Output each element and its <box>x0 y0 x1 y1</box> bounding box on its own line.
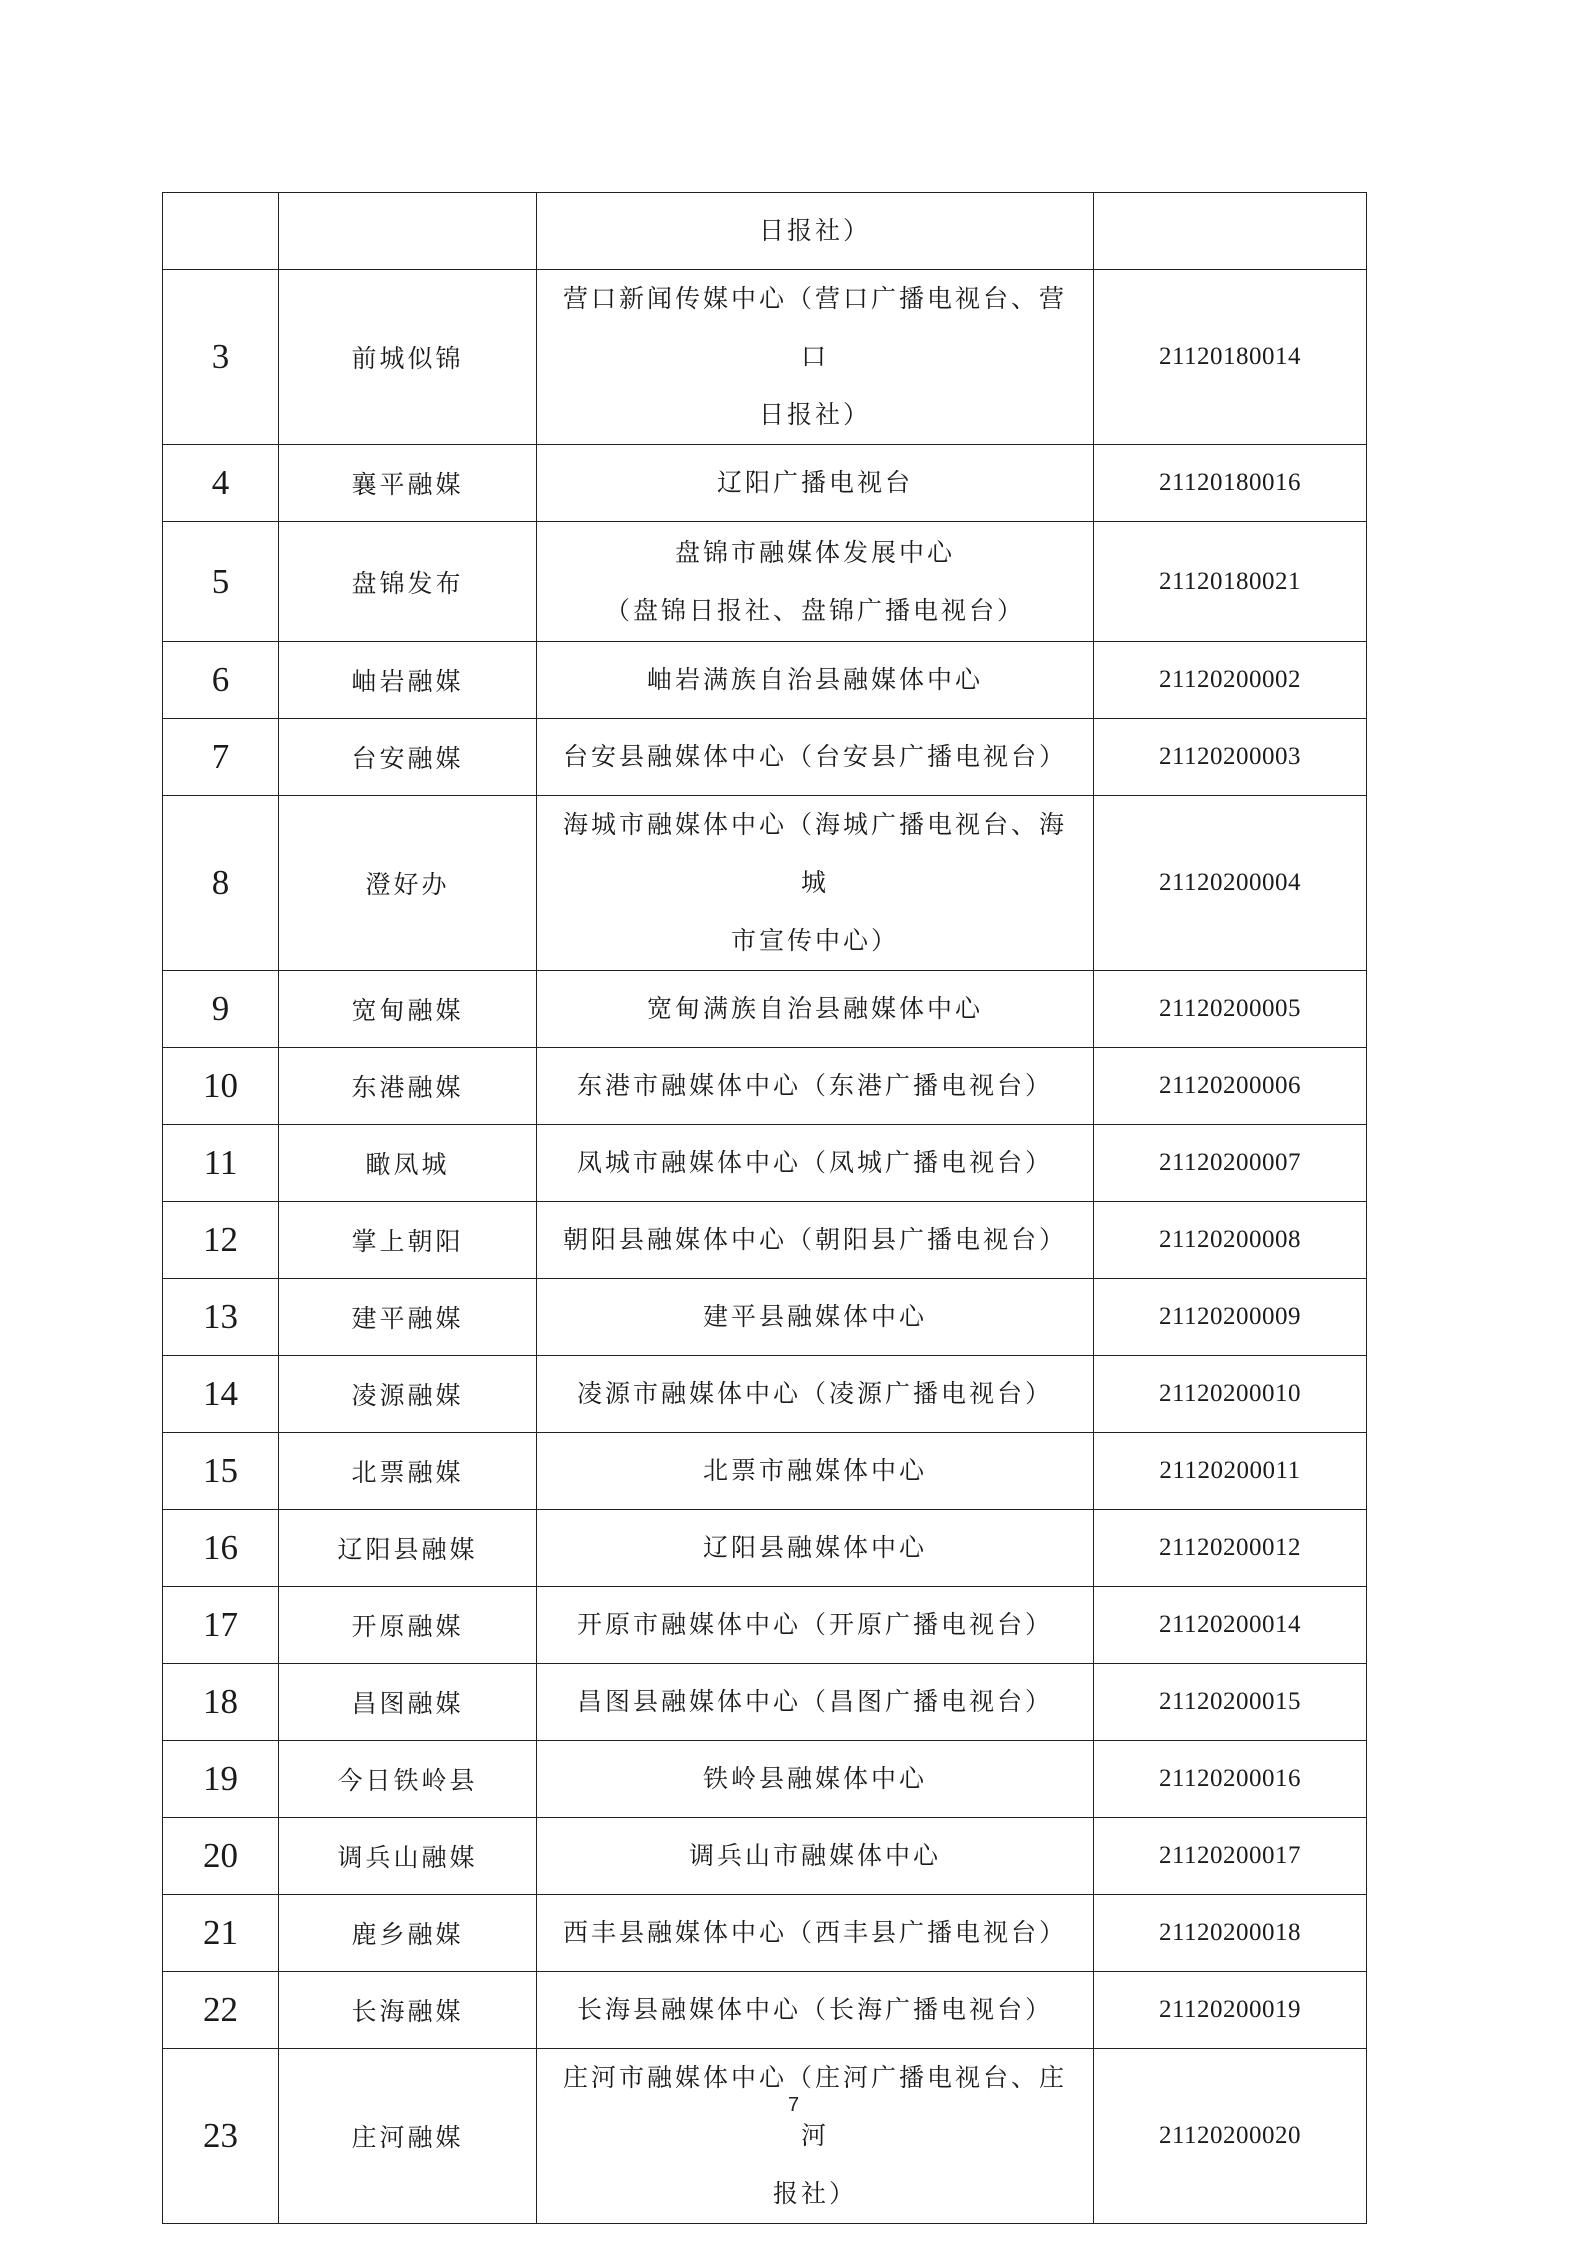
row-index-cell: 20 <box>163 1818 279 1895</box>
organization-line: 市宣传中心） <box>730 926 899 955</box>
organization-line: 建平县融媒体中心 <box>702 1302 927 1331</box>
organization-cell <box>537 1048 1094 1125</box>
organization-line: 日报社） <box>758 216 871 245</box>
account-name-cell <box>279 193 537 270</box>
organization-line: 庄河市融媒体中心（庄河广播电视台、庄河 <box>562 2063 1067 2150</box>
organization-cell <box>537 1818 1094 1895</box>
row-index-cell: 16 <box>163 1510 279 1587</box>
organization-line: 海城市融媒体中心（海城广播电视台、海城 <box>562 810 1067 897</box>
organization-cell <box>537 1895 1094 1972</box>
table-row <box>163 1356 1367 1433</box>
table-row <box>163 2049 1367 2224</box>
account-name-cell: 辽阳县融媒 <box>279 1510 537 1587</box>
organization-cell <box>537 1356 1094 1433</box>
organization-cell <box>537 719 1094 796</box>
organization-cell <box>537 642 1094 719</box>
table-row-continuation <box>163 193 1367 270</box>
row-index-cell: 11 <box>163 1125 279 1202</box>
account-name-cell: 凌源融媒 <box>279 1356 537 1433</box>
registration-code-cell: 21120200017 <box>1094 1818 1367 1895</box>
account-name-cell: 开原融媒 <box>279 1587 537 1664</box>
organization-line: 开原市融媒体中心（开原广播电视台） <box>576 1610 1053 1639</box>
registration-code-cell: 21120200018 <box>1094 1895 1367 1972</box>
media-registry-table <box>162 192 1367 2224</box>
row-index-cell: 12 <box>163 1202 279 1279</box>
organization-line: 北票市融媒体中心 <box>702 1456 927 1485</box>
organization-cell <box>537 1202 1094 1279</box>
organization-line: 盘锦市融媒体发展中心 <box>674 537 955 567</box>
account-name-cell: 岫岩融媒 <box>279 642 537 719</box>
account-name-cell: 东港融媒 <box>279 1048 537 1125</box>
table-row <box>163 1202 1367 1279</box>
organization-cell <box>537 193 1094 270</box>
account-name-cell: 鹿乡融媒 <box>279 1895 537 1972</box>
account-name-cell: 建平融媒 <box>279 1279 537 1356</box>
organization-line: 朝阳县融媒体中心（朝阳县广播电视台） <box>562 1225 1067 1254</box>
row-index-cell: 13 <box>163 1279 279 1356</box>
organization-line: 铁岭县融媒体中心 <box>702 1764 927 1793</box>
organization-line: 西丰县融媒体中心（西丰县广播电视台） <box>562 1918 1067 1947</box>
organization-cell <box>537 1510 1094 1587</box>
organization-line: 报社） <box>772 2179 857 2208</box>
registration-code-cell: 21120200009 <box>1094 1279 1367 1356</box>
row-index-cell: 14 <box>163 1356 279 1433</box>
table-row <box>163 1433 1367 1510</box>
row-index-cell: 3 <box>163 270 279 445</box>
account-name-cell: 北票融媒 <box>279 1433 537 1510</box>
registration-code-cell: 21120200012 <box>1094 1510 1367 1587</box>
organization-line: 凤城市融媒体中心（凤城广播电视台） <box>576 1148 1053 1177</box>
organization-cell <box>537 522 1094 642</box>
table-row <box>163 1279 1367 1356</box>
registration-code-cell <box>1094 193 1367 270</box>
organization-line: 东港市融媒体中心（东港广播电视台） <box>576 1071 1053 1100</box>
table-row <box>163 719 1367 796</box>
registration-code-cell: 21120200014 <box>1094 1587 1367 1664</box>
organization-line: 长海县融媒体中心（长海广播电视台） <box>576 1995 1053 2024</box>
row-index-cell: 4 <box>163 445 279 522</box>
row-index-cell: 21 <box>163 1895 279 1972</box>
table-row <box>163 270 1367 445</box>
row-index-cell: 10 <box>163 1048 279 1125</box>
organization-line: 台安县融媒体中心（台安县广播电视台） <box>562 742 1067 771</box>
organization-line: 昌图县融媒体中心（昌图广播电视台） <box>576 1687 1053 1716</box>
registration-code-cell: 21120200005 <box>1094 971 1367 1048</box>
table-row <box>163 1510 1367 1587</box>
account-name-cell: 长海融媒 <box>279 1972 537 2049</box>
organization-line: 岫岩满族自治县融媒体中心 <box>646 665 983 694</box>
organization-line: 营口新闻传媒中心（营口广播电视台、营口 <box>562 284 1067 371</box>
organization-line: 调兵山市融媒体中心 <box>688 1841 941 1870</box>
organization-line: 辽阳广播电视台 <box>716 468 913 497</box>
account-name-cell: 掌上朝阳 <box>279 1202 537 1279</box>
organization-line: 宽甸满族自治县融媒体中心 <box>646 994 983 1023</box>
organization-line: 辽阳县融媒体中心 <box>702 1533 927 1562</box>
table-row <box>163 1587 1367 1664</box>
organization-cell <box>537 1433 1094 1510</box>
account-name-cell: 前城似锦 <box>279 270 537 445</box>
registration-code-cell: 21120200006 <box>1094 1048 1367 1125</box>
registration-code-cell: 21120200007 <box>1094 1125 1367 1202</box>
organization-cell <box>537 1972 1094 2049</box>
organization-cell <box>537 1587 1094 1664</box>
registration-code-cell: 21120180014 <box>1094 270 1367 445</box>
row-index-cell: 6 <box>163 642 279 719</box>
row-index-cell: 18 <box>163 1664 279 1741</box>
organization-line: （盘锦日报社、盘锦广播电视台） <box>604 595 1025 625</box>
account-name-cell: 盘锦发布 <box>279 522 537 642</box>
registration-code-cell: 21120200019 <box>1094 1972 1367 2049</box>
registration-code-cell: 21120200011 <box>1094 1433 1367 1510</box>
row-index-cell: 8 <box>163 796 279 971</box>
table-row <box>163 796 1367 971</box>
organization-cell <box>537 445 1094 522</box>
row-index-cell: 22 <box>163 1972 279 2049</box>
registration-code-cell: 21120180016 <box>1094 445 1367 522</box>
registration-code-cell: 21120200002 <box>1094 642 1367 719</box>
organization-line: 凌源市融媒体中心（凌源广播电视台） <box>576 1379 1053 1408</box>
table-body <box>163 193 1367 2224</box>
account-name-cell: 台安融媒 <box>279 719 537 796</box>
page-number: 7 <box>787 2094 800 2116</box>
table-row <box>163 1741 1367 1818</box>
account-name-cell: 瞰凤城 <box>279 1125 537 1202</box>
registration-code-cell: 21120200004 <box>1094 796 1367 971</box>
table-row <box>163 971 1367 1048</box>
account-name-cell: 宽甸融媒 <box>279 971 537 1048</box>
registration-code-cell: 21120200015 <box>1094 1664 1367 1741</box>
organization-cell <box>537 1664 1094 1741</box>
table-row <box>163 1125 1367 1202</box>
table-row <box>163 1664 1367 1741</box>
table-row <box>163 1972 1367 2049</box>
organization-cell <box>537 971 1094 1048</box>
organization-cell <box>537 1279 1094 1356</box>
registration-code-cell: 21120200020 <box>1094 2049 1367 2224</box>
table-row <box>163 445 1367 522</box>
organization-cell <box>537 2049 1094 2224</box>
table-row <box>163 1818 1367 1895</box>
account-name-cell: 襄平融媒 <box>279 445 537 522</box>
registration-code-cell: 21120200008 <box>1094 1202 1367 1279</box>
row-index-cell: 15 <box>163 1433 279 1510</box>
organization-cell <box>537 270 1094 445</box>
organization-line: 日报社） <box>758 400 871 429</box>
row-index-cell: 5 <box>163 522 279 642</box>
table-row <box>163 642 1367 719</box>
account-name-cell: 昌图融媒 <box>279 1664 537 1741</box>
organization-cell <box>537 796 1094 971</box>
account-name-cell: 庄河融媒 <box>279 2049 537 2224</box>
row-index-cell <box>163 193 279 270</box>
account-name-cell: 今日铁岭县 <box>279 1741 537 1818</box>
table-row <box>163 522 1367 642</box>
row-index-cell: 7 <box>163 719 279 796</box>
table-row <box>163 1895 1367 1972</box>
registration-code-cell: 21120200016 <box>1094 1741 1367 1818</box>
account-name-cell: 调兵山融媒 <box>279 1818 537 1895</box>
organization-cell <box>537 1741 1094 1818</box>
registration-code-cell: 21120200010 <box>1094 1356 1367 1433</box>
row-index-cell: 17 <box>163 1587 279 1664</box>
account-name-cell: 澄好办 <box>279 796 537 971</box>
registration-code-cell: 21120180021 <box>1094 522 1367 642</box>
row-index-cell: 23 <box>163 2049 279 2224</box>
organization-cell <box>537 1125 1094 1202</box>
table-row <box>163 1048 1367 1125</box>
row-index-cell: 19 <box>163 1741 279 1818</box>
row-index-cell: 9 <box>163 971 279 1048</box>
registration-code-cell: 21120200003 <box>1094 719 1367 796</box>
